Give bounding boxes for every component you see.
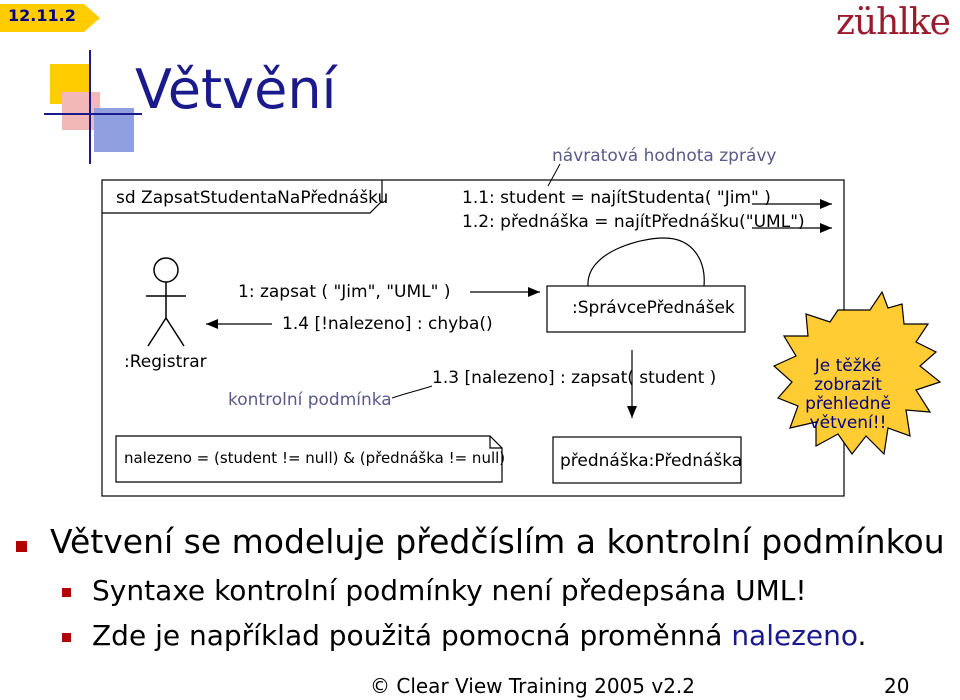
actor-label: :Registrar [124, 352, 207, 372]
annotation-return-value: návratová hodnota zprávy [552, 146, 777, 166]
bullet-sub-1: Syntaxe kontrolní podmínky není předepsána UML! [92, 574, 807, 607]
message-1: 1: zapsat ( "Jim", "UML" ) [238, 282, 451, 302]
callout-text [790, 357, 906, 433]
note-text: nalezeno = (student != null) & (přednáška != null) [124, 449, 506, 467]
guard-label: kontrolní podmínka [228, 390, 392, 410]
bullet-square [62, 588, 71, 597]
slide-title: Větvění [135, 58, 337, 121]
message-1-3: 1.3 [nalezeno] : zapsat( student ) [432, 368, 717, 388]
zuhlke-logo: zühlke [836, 2, 950, 43]
callout-line: zobrazit [814, 375, 882, 395]
bullet-square [62, 633, 71, 642]
object-manager: :SprávcePřednášek [572, 298, 735, 318]
bullet-sub-2-end: . [857, 619, 867, 652]
bullet-main: Větvení se modeluje předčíslím a kontrolní podmínkou [50, 522, 945, 561]
message-1-4: 1.4 [!nalezeno] : chyba() [282, 314, 493, 334]
object-lecture: přednáška:Přednáška [560, 451, 743, 471]
actor-figure [146, 258, 186, 346]
page-number: 20 [884, 674, 910, 698]
annotation-pointer [548, 164, 560, 186]
callout-line: Je těžké [814, 356, 882, 376]
callout-line: větvení!! [809, 413, 887, 433]
frame-label: sd ZapsatStudentaNaPřednášku [116, 188, 389, 208]
footer-copyright: © Clear View Training 2005 v2.2 [370, 674, 696, 698]
bullet-sub-2 [92, 619, 866, 652]
bullet-sub-2-variable: nalezeno [731, 619, 858, 652]
message-1-2: 1.2: přednáška = najítPřednášku("UML") [462, 212, 805, 232]
callout-line: přehledně [805, 394, 891, 414]
bullet-sub-2-text: Zde je například použitá pomocná proměnná [92, 619, 732, 652]
section-number: 12.11.2 [8, 6, 76, 25]
message-1-1: 1.1: student = najítStudenta( "Jim" ) [462, 188, 771, 208]
bullet-square [16, 541, 27, 552]
